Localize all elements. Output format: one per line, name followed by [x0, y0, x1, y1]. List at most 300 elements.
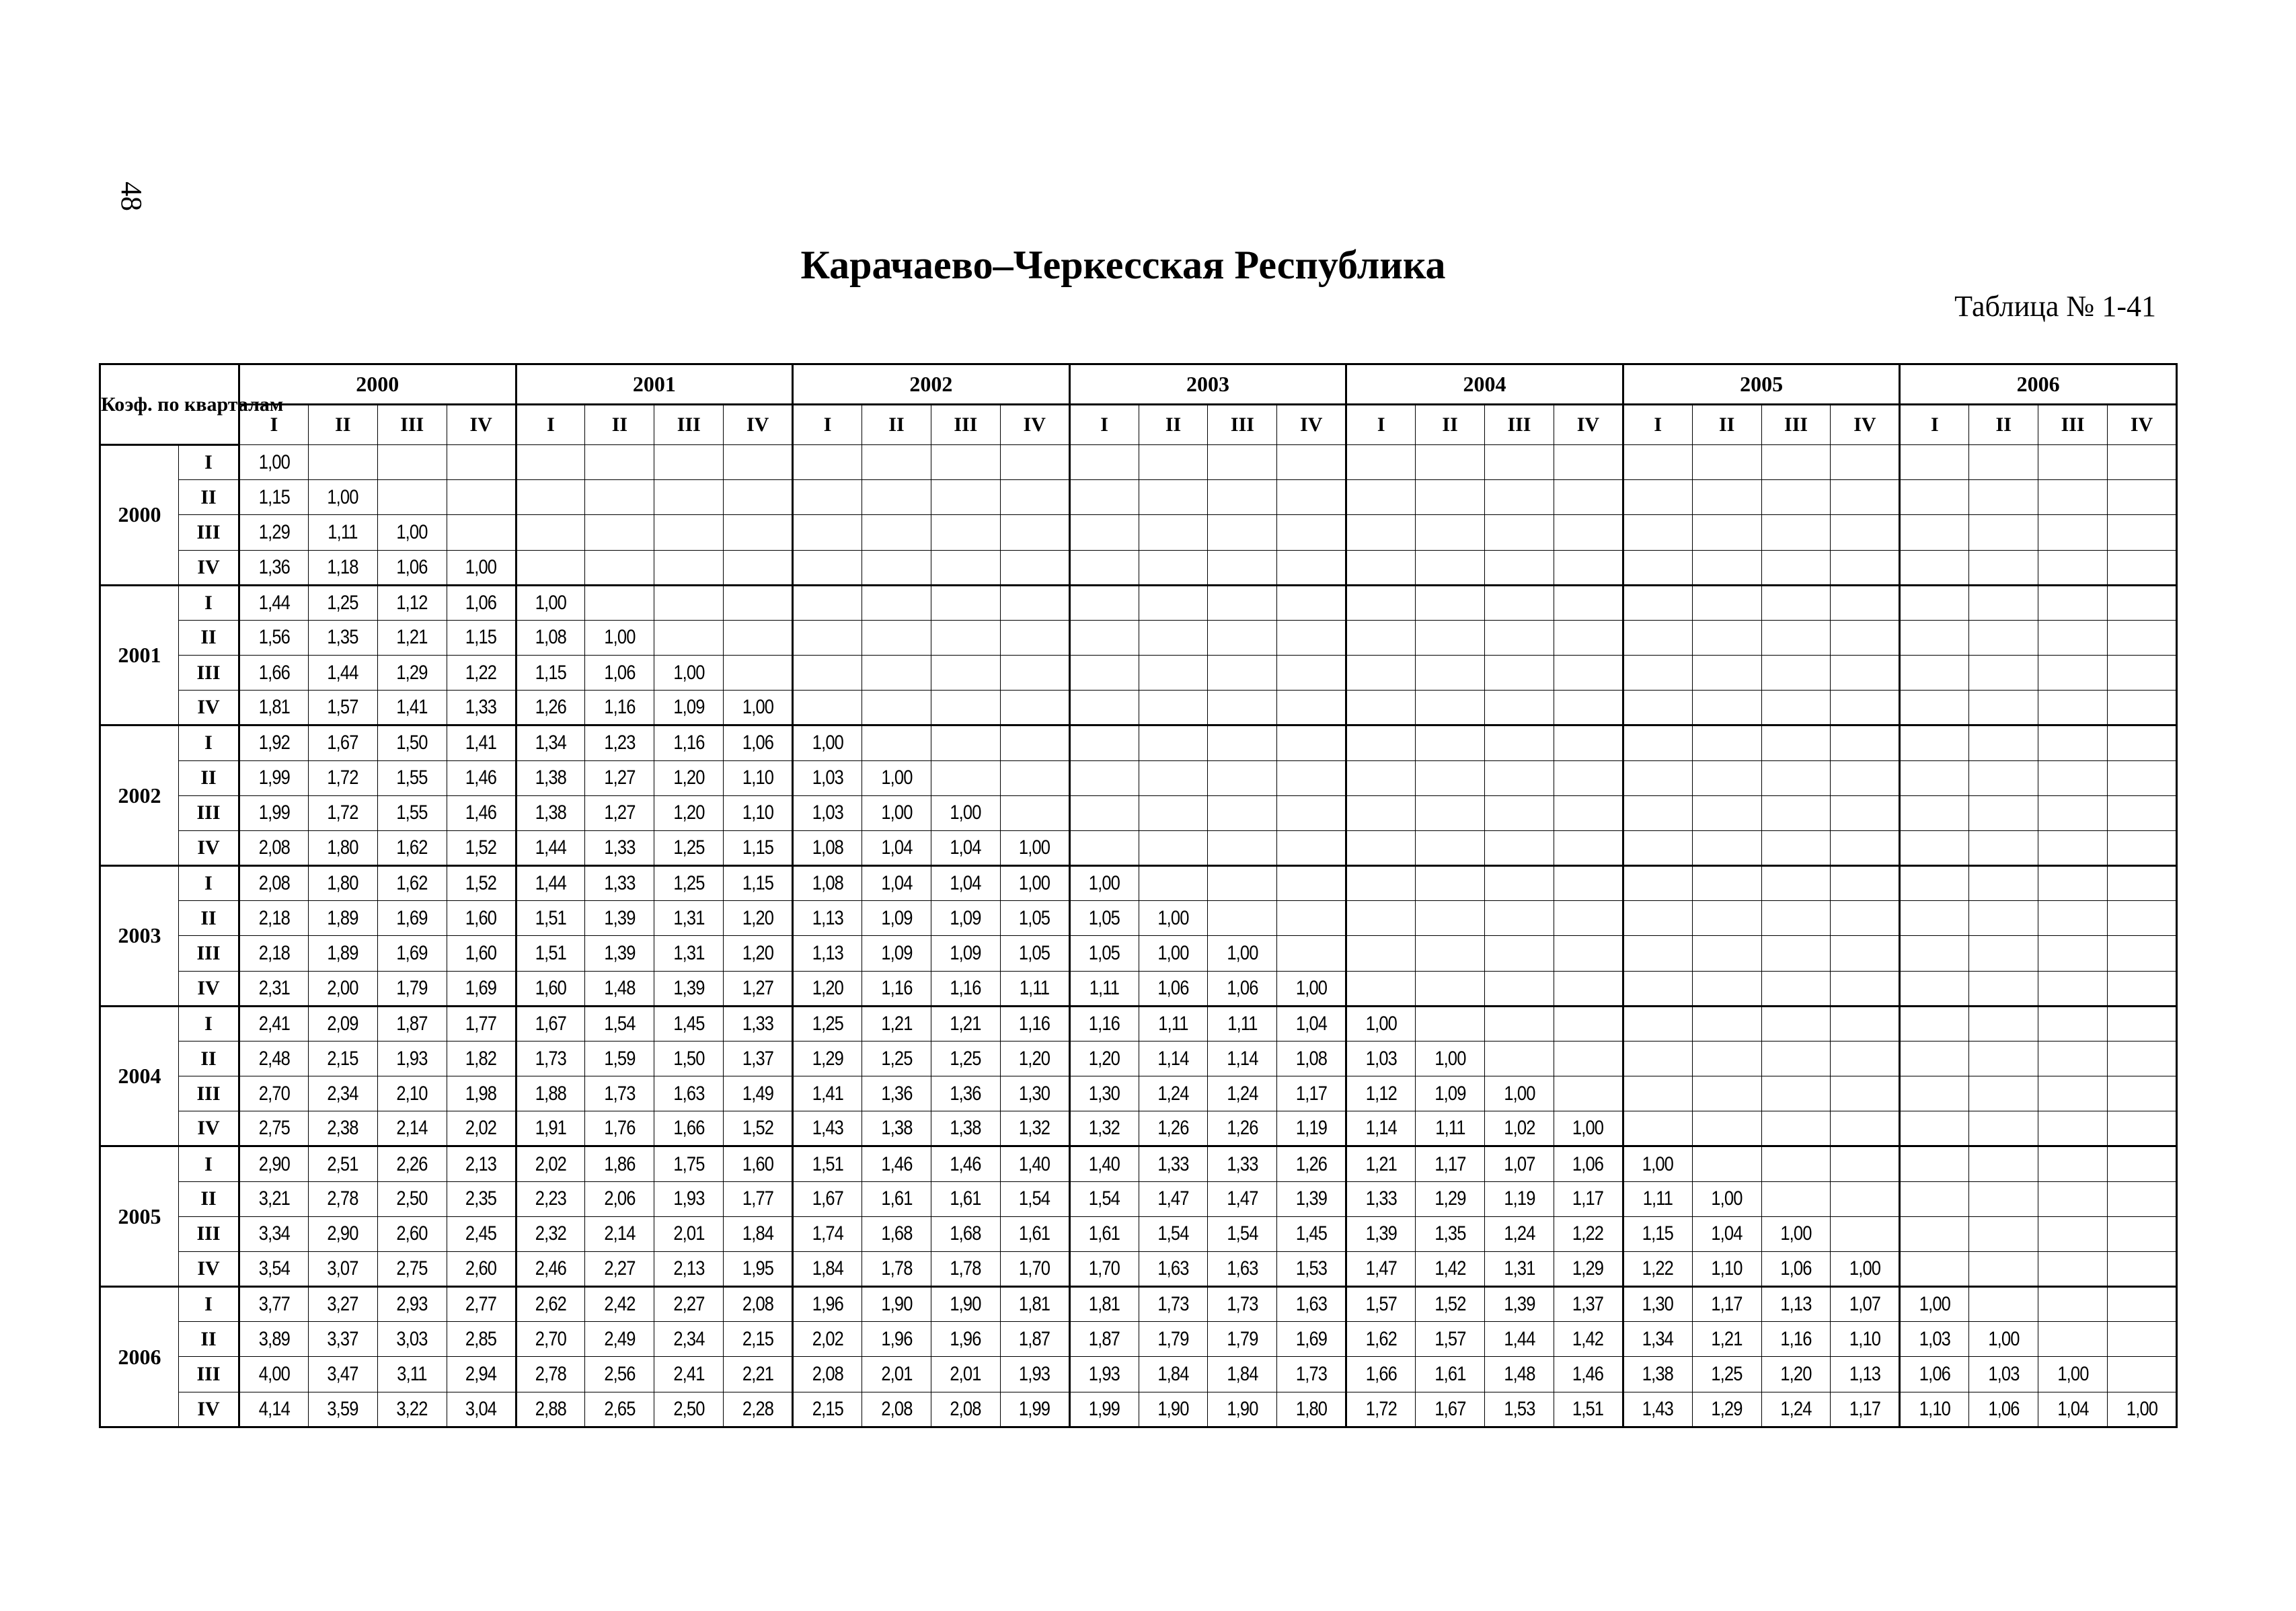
table-cell: 1,59	[590, 1041, 649, 1076]
table-cell: 1,38	[521, 795, 580, 830]
table-cell: 1,11	[1075, 971, 1133, 1006]
table-cell	[1628, 480, 1687, 515]
table-cell: 1,81	[1075, 1287, 1133, 1322]
table-cell	[1559, 760, 1617, 795]
table-cell	[2112, 1006, 2171, 1041]
table-cell: 1,00	[1974, 1322, 2032, 1357]
table-cell	[1420, 480, 1479, 515]
row-quarter-label: I	[179, 585, 239, 620]
table-cell	[2043, 1111, 2102, 1146]
table-cell	[1628, 1006, 1687, 1041]
table-cell	[660, 480, 718, 515]
table-cell: 1,00	[936, 795, 995, 830]
row-quarter-label: III	[179, 1216, 239, 1251]
table-cell	[1697, 866, 1756, 901]
table-cell: 1,03	[798, 795, 856, 830]
table-cell: 1,90	[936, 1287, 995, 1322]
table-cell	[1974, 936, 2032, 971]
table-cell	[1697, 550, 1756, 585]
table-cell	[1075, 795, 1133, 830]
table-cell	[1559, 830, 1617, 865]
table-cell: 2,51	[313, 1146, 372, 1181]
table-cell: 1,21	[867, 1006, 925, 1041]
table-cell: 1,53	[1283, 1251, 1341, 1286]
table-cell	[2043, 1146, 2102, 1181]
table-cell: 1,52	[452, 866, 510, 901]
table-cell	[1974, 1146, 2032, 1181]
table-cell: 1,04	[1697, 1216, 1756, 1251]
table-cell	[383, 445, 441, 480]
table-number: Таблица № 1-41	[1954, 290, 2156, 323]
table-cell	[1351, 656, 1410, 691]
table-cell	[1836, 1111, 1895, 1146]
table-cell: 1,60	[452, 901, 510, 936]
table-cell: 1,26	[521, 691, 580, 725]
table-cell	[2112, 691, 2171, 725]
table-cell	[1697, 760, 1756, 795]
table-cell: 1,09	[1420, 1076, 1479, 1111]
row-quarter-label: I	[179, 1287, 239, 1322]
table-cell: 1,14	[1144, 1041, 1202, 1076]
table-cell	[2112, 515, 2171, 550]
table-cell	[936, 515, 995, 550]
table-cell	[2043, 515, 2102, 550]
table-cell: 1,54	[1005, 1181, 1064, 1216]
table-cell	[1213, 760, 1272, 795]
table-cell	[1767, 1111, 1825, 1146]
table-cell	[867, 620, 925, 655]
table-cell: 2,15	[313, 1041, 372, 1076]
table-cell: 1,04	[2043, 1392, 2102, 1427]
table-cell: 1,38	[1628, 1357, 1687, 1392]
table-cell: 1,31	[660, 936, 718, 971]
table-cell: 1,32	[1075, 1111, 1133, 1146]
table-cell: 1,32	[1005, 1111, 1064, 1146]
table-cell	[1836, 445, 1895, 480]
table-cell: 1,93	[1005, 1357, 1064, 1392]
table-cell	[521, 550, 580, 585]
table-cell	[1351, 760, 1410, 795]
table-cell: 1,84	[798, 1251, 856, 1286]
row-quarter-label: II	[179, 1181, 239, 1216]
quarter-header: I	[239, 405, 309, 445]
table-cell	[1283, 936, 1341, 971]
table-cell: 1,36	[867, 1076, 925, 1111]
table-cell	[1559, 585, 1617, 620]
table-cell: 1,00	[2112, 1392, 2171, 1427]
quarter-header: II	[1692, 405, 1761, 445]
table-cell: 1,34	[1628, 1322, 1687, 1357]
table-row	[100, 725, 2177, 760]
table-cell: 1,15	[244, 480, 303, 515]
table-cell: 1,72	[313, 760, 372, 795]
table-cell: 1,15	[1628, 1216, 1687, 1251]
table-cell: 1,10	[1905, 1392, 1964, 1427]
table-cell	[798, 691, 856, 725]
table-cell: 1,79	[1213, 1322, 1272, 1357]
table-cell	[1836, 1181, 1895, 1216]
table-cell: 1,47	[1144, 1181, 1202, 1216]
table-cell	[728, 585, 787, 620]
table-cell	[1836, 515, 1895, 550]
quarter-header: III	[1761, 405, 1831, 445]
table-cell: 1,40	[1005, 1146, 1064, 1181]
table-cell	[798, 515, 856, 550]
table-cell	[1075, 725, 1133, 760]
table-cell	[2112, 1181, 2171, 1216]
table-cell	[1974, 795, 2032, 830]
table-cell: 1,74	[798, 1216, 856, 1251]
row-quarter-label: I	[179, 1146, 239, 1181]
table-cell: 1,33	[1213, 1146, 1272, 1181]
table-cell	[2043, 620, 2102, 655]
table-cell: 1,11	[1144, 1006, 1202, 1041]
table-cell	[1905, 550, 1964, 585]
table-cell: 1,84	[1144, 1357, 1202, 1392]
table-cell	[1213, 691, 1272, 725]
table-cell	[1559, 1006, 1617, 1041]
table-cell: 1,60	[452, 936, 510, 971]
page-title: Карачаево–Черкесская Республика	[800, 243, 1446, 287]
table-cell: 1,54	[1213, 1216, 1272, 1251]
table-cell	[1767, 515, 1825, 550]
table-cell: 3,37	[313, 1322, 372, 1357]
table-cell: 1,44	[313, 656, 372, 691]
table-cell: 1,11	[1628, 1181, 1687, 1216]
table-cell	[1005, 480, 1064, 515]
table-row	[100, 795, 2177, 830]
table-cell	[936, 691, 995, 725]
table-cell: 2,50	[660, 1392, 718, 1427]
table-cell: 1,00	[383, 515, 441, 550]
table-row	[100, 1322, 2177, 1357]
table-cell	[1974, 445, 2032, 480]
table-cell: 1,00	[798, 725, 856, 760]
table-cell: 1,17	[1697, 1287, 1756, 1322]
table-cell: 1,06	[1144, 971, 1202, 1006]
table-cell	[728, 656, 787, 691]
table-cell: 1,22	[452, 656, 510, 691]
table-cell: 1,40	[1075, 1146, 1133, 1181]
table-cell: 1,31	[1490, 1251, 1548, 1286]
table-cell	[1559, 691, 1617, 725]
row-year-label: 2006	[100, 1287, 179, 1427]
table-cell: 1,09	[936, 936, 995, 971]
table-cell: 1,50	[383, 725, 441, 760]
table-row	[100, 901, 2177, 936]
table-cell	[1836, 620, 1895, 655]
table-cell	[1559, 445, 1617, 480]
table-cell	[1697, 830, 1756, 865]
table-cell: 2,23	[521, 1181, 580, 1216]
quarter-header: III	[1208, 405, 1277, 445]
table-cell	[1836, 1216, 1895, 1251]
table-cell	[1420, 725, 1479, 760]
table-cell: 4,00	[244, 1357, 303, 1392]
table-cell	[1144, 656, 1202, 691]
table-cell	[798, 550, 856, 585]
table-cell	[728, 550, 787, 585]
table-cell	[1836, 691, 1895, 725]
table-cell: 1,93	[660, 1181, 718, 1216]
table-cell	[1697, 585, 1756, 620]
table-cell: 2,77	[452, 1287, 510, 1322]
table-row	[100, 445, 2177, 480]
table-cell	[867, 445, 925, 480]
table-cell: 1,38	[867, 1111, 925, 1146]
table-cell: 1,26	[1213, 1111, 1272, 1146]
table-cell: 2,88	[521, 1392, 580, 1427]
table-cell	[1767, 901, 1825, 936]
table-cell: 1,87	[383, 1006, 441, 1041]
row-quarter-label: IV	[179, 1392, 239, 1427]
table-cell	[1420, 971, 1479, 1006]
table-cell: 1,42	[1420, 1251, 1479, 1286]
table-cell: 1,00	[1490, 1076, 1548, 1111]
table-cell	[1420, 866, 1479, 901]
table-cell	[1836, 656, 1895, 691]
table-cell: 1,26	[1283, 1146, 1341, 1181]
row-quarter-label: III	[179, 515, 239, 550]
table-cell: 1,66	[660, 1111, 718, 1146]
table-cell: 1,44	[244, 585, 303, 620]
table-cell	[1905, 585, 1964, 620]
table-cell	[1559, 620, 1617, 655]
table-cell	[452, 445, 510, 480]
table-cell	[1075, 585, 1133, 620]
table-cell: 1,00	[1283, 971, 1341, 1006]
table-cell: 2,18	[244, 936, 303, 971]
table-cell: 3,34	[244, 1216, 303, 1251]
table-cell: 1,75	[660, 1146, 718, 1181]
table-cell	[1490, 656, 1548, 691]
table-cell	[2112, 585, 2171, 620]
table-cell: 2,65	[590, 1392, 649, 1427]
table-cell: 2,15	[798, 1392, 856, 1427]
table-cell	[1697, 480, 1756, 515]
table-cell: 1,21	[936, 1006, 995, 1041]
table-cell	[1628, 515, 1687, 550]
table-cell: 1,72	[313, 795, 372, 830]
table-cell: 1,05	[1005, 936, 1064, 971]
quarter-header: III	[931, 405, 1000, 445]
table-cell: 1,42	[1559, 1322, 1617, 1357]
table-cell: 1,61	[1075, 1216, 1133, 1251]
table-cell	[2043, 1041, 2102, 1076]
table-cell: 1,20	[798, 971, 856, 1006]
table-cell	[1420, 691, 1479, 725]
table-cell	[1559, 550, 1617, 585]
row-quarter-label: II	[179, 620, 239, 655]
table-cell	[1905, 1111, 1964, 1146]
table-cell: 1,00	[1767, 1216, 1825, 1251]
table-cell: 1,69	[383, 901, 441, 936]
table-cell: 1,23	[590, 725, 649, 760]
table-cell: 1,96	[936, 1322, 995, 1357]
table-cell	[1767, 585, 1825, 620]
table-cell	[2043, 445, 2102, 480]
table-cell	[867, 585, 925, 620]
table-body	[100, 445, 2177, 1427]
table-cell: 2,27	[590, 1251, 649, 1286]
table-cell	[936, 550, 995, 585]
table-cell	[1075, 760, 1133, 795]
table-cell: 2,78	[521, 1357, 580, 1392]
table-cell: 1,15	[521, 656, 580, 691]
quarter-header: III	[2038, 405, 2108, 445]
table-cell: 1,16	[867, 971, 925, 1006]
table-cell	[2043, 656, 2102, 691]
table-cell: 3,77	[244, 1287, 303, 1322]
table-cell	[1697, 445, 1756, 480]
table-cell: 1,00	[1144, 936, 1202, 971]
table-cell	[2112, 830, 2171, 865]
table-cell	[1974, 1076, 2032, 1111]
table-cell	[1628, 760, 1687, 795]
table-cell: 2,02	[521, 1146, 580, 1181]
table-cell: 1,81	[1005, 1287, 1064, 1322]
table-cell: 2,13	[452, 1146, 510, 1181]
table-cell	[590, 515, 649, 550]
table-row	[100, 1041, 2177, 1076]
table-cell: 1,25	[936, 1041, 995, 1076]
table-cell	[1767, 445, 1825, 480]
table-cell: 1,20	[728, 936, 787, 971]
table-cell: 4,14	[244, 1392, 303, 1427]
table-cell: 1,79	[1144, 1322, 1202, 1357]
table-cell	[1628, 725, 1687, 760]
table-cell: 1,25	[1697, 1357, 1756, 1392]
table-cell	[2112, 656, 2171, 691]
table-cell: 1,50	[660, 1041, 718, 1076]
table-cell: 1,25	[798, 1006, 856, 1041]
table-cell	[1490, 620, 1548, 655]
corner-label: Коэф. по кварталам	[100, 364, 239, 445]
table-cell: 1,17	[1420, 1146, 1479, 1181]
table-cell: 1,38	[936, 1111, 995, 1146]
table-cell	[2112, 550, 2171, 585]
table-cell	[1767, 936, 1825, 971]
table-cell	[1490, 550, 1548, 585]
table-cell: 1,27	[590, 760, 649, 795]
table-cell	[1697, 1041, 1756, 1076]
table-cell: 1,77	[728, 1181, 787, 1216]
table-cell: 1,00	[521, 585, 580, 620]
table-cell	[1144, 691, 1202, 725]
table-cell: 2,46	[521, 1251, 580, 1286]
table-cell: 1,20	[1075, 1041, 1133, 1076]
table-cell	[867, 515, 925, 550]
table-cell: 1,61	[867, 1181, 925, 1216]
table-cell	[798, 585, 856, 620]
table-cell: 1,51	[521, 901, 580, 936]
table-cell: 1,09	[660, 691, 718, 725]
table-cell	[1767, 971, 1825, 1006]
table-cell: 3,89	[244, 1322, 303, 1357]
table-cell	[1974, 550, 2032, 585]
table-cell: 2,75	[383, 1251, 441, 1286]
table-cell: 1,79	[383, 971, 441, 1006]
row-year-label: 2003	[100, 866, 179, 1007]
table-cell: 1,57	[1351, 1287, 1410, 1322]
row-quarter-label: III	[179, 1076, 239, 1111]
table-cell	[1697, 620, 1756, 655]
table-row	[100, 866, 2177, 901]
table-cell: 1,86	[590, 1146, 649, 1181]
table-row	[100, 656, 2177, 691]
table-cell	[936, 480, 995, 515]
table-cell	[1905, 725, 1964, 760]
table-cell: 1,76	[590, 1111, 649, 1146]
row-quarter-label: II	[179, 480, 239, 515]
table-cell: 1,54	[1075, 1181, 1133, 1216]
table-cell: 1,89	[313, 936, 372, 971]
table-cell	[728, 445, 787, 480]
table-cell	[1628, 971, 1687, 1006]
table-cell: 1,73	[1213, 1287, 1272, 1322]
table-cell: 1,37	[728, 1041, 787, 1076]
table-cell: 1,00	[1420, 1041, 1479, 1076]
table-cell	[1836, 830, 1895, 865]
table-cell: 3,47	[313, 1357, 372, 1392]
table-cell: 1,00	[1836, 1251, 1895, 1286]
row-quarter-label: I	[179, 1006, 239, 1041]
table-cell: 2,78	[313, 1181, 372, 1216]
table-cell: 1,69	[383, 936, 441, 971]
row-quarter-label: IV	[179, 1111, 239, 1146]
table-cell: 1,73	[521, 1041, 580, 1076]
table-cell	[936, 656, 995, 691]
table-cell	[1905, 760, 1964, 795]
table-cell	[1213, 620, 1272, 655]
table-cell	[2043, 691, 2102, 725]
table-cell: 1,39	[1351, 1216, 1410, 1251]
table-cell	[728, 620, 787, 655]
table-cell	[1490, 480, 1548, 515]
row-quarter-label: IV	[179, 830, 239, 865]
table-cell: 1,16	[1767, 1322, 1825, 1357]
table-cell: 3,11	[383, 1357, 441, 1392]
table-cell: 1,20	[660, 795, 718, 830]
table-cell: 1,14	[1351, 1111, 1410, 1146]
table-cell: 1,63	[1213, 1251, 1272, 1286]
table-cell: 1,30	[1075, 1076, 1133, 1111]
table-row	[100, 480, 2177, 515]
table-cell: 1,37	[1559, 1287, 1617, 1322]
table-row	[100, 971, 2177, 1006]
table-cell	[2043, 585, 2102, 620]
table-cell	[728, 515, 787, 550]
table-cell	[590, 480, 649, 515]
table-cell: 2,75	[244, 1111, 303, 1146]
table-cell	[1351, 480, 1410, 515]
table-cell: 2,49	[590, 1322, 649, 1357]
table-cell	[1836, 795, 1895, 830]
quarter-header: I	[1623, 405, 1692, 445]
table-cell: 1,26	[1144, 1111, 1202, 1146]
year-header: 2006	[1900, 364, 2177, 405]
table-cell	[1628, 936, 1687, 971]
table-cell: 1,87	[1075, 1322, 1133, 1357]
table-cell	[1905, 1076, 1964, 1111]
table-cell: 1,03	[1905, 1322, 1964, 1357]
table-cell	[1905, 971, 1964, 1006]
table-cell	[1144, 830, 1202, 865]
table-cell	[1490, 830, 1548, 865]
table-cell	[1836, 1006, 1895, 1041]
table-cell: 1,00	[1905, 1287, 1964, 1322]
table-cell: 1,24	[1490, 1216, 1548, 1251]
